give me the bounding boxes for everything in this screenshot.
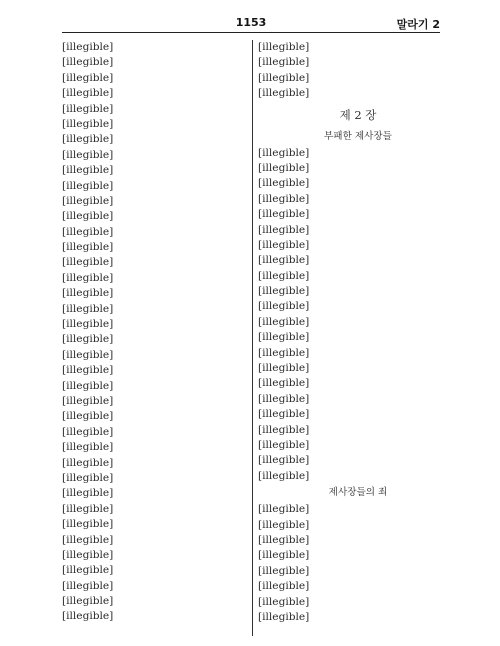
- verse-text-line: [illegible]: [62, 333, 114, 346]
- verse-text-line: [illegible]: [62, 241, 114, 254]
- verse-text-line: [illegible]: [258, 285, 310, 298]
- verse-text-line: [illegible]: [258, 469, 310, 482]
- verse-text-line: [illegible]: [258, 518, 310, 531]
- verse-text-line: [illegible]: [258, 56, 310, 69]
- verse-text-line: [illegible]: [62, 225, 114, 238]
- verse-text-line: [illegible]: [258, 238, 310, 251]
- verse-text-line: [illegible]: [258, 41, 310, 53]
- verse-text-line: [illegible]: [258, 223, 310, 236]
- verse-text-line: [illegible]: [62, 548, 114, 561]
- section-heading: 제사장들의 죄: [328, 487, 388, 499]
- verse-text-line: [illegible]: [258, 177, 310, 190]
- verse-text-line: [illegible]: [62, 164, 114, 177]
- verse-text-line: [illegible]: [62, 379, 114, 392]
- verse-text-line: [illegible]: [258, 146, 310, 159]
- verse-text-line: [illegible]: [62, 410, 114, 423]
- verse-text-line: [illegible]: [258, 161, 310, 174]
- verse-text-line: [illegible]: [62, 102, 114, 115]
- verse-text-line: [illegible]: [258, 315, 310, 328]
- left-text-column: [62, 40, 262, 636]
- verse-text-line: [illegible]: [62, 595, 114, 608]
- verse-text-line: [illegible]: [62, 87, 114, 100]
- verse-text-line: [illegible]: [62, 56, 114, 69]
- verse-text-line: [illegible]: [62, 194, 114, 207]
- verse-text-line: [illegible]: [62, 471, 114, 484]
- verse-text-line: [illegible]: [62, 564, 114, 577]
- verse-text-line: [illegible]: [258, 503, 310, 516]
- verse-text-line: [illegible]: [62, 179, 114, 192]
- verse-text-line: [illegible]: [258, 71, 310, 84]
- verse-text-line: [illegible]: [258, 346, 310, 359]
- verse-text-line: [illegible]: [62, 117, 114, 130]
- verse-text-line: [illegible]: [62, 271, 114, 284]
- book-chapter-title: 말라기 2: [396, 18, 440, 31]
- verse-text-line: [illegible]: [62, 348, 114, 361]
- verse-text-line: [illegible]: [62, 441, 114, 454]
- verse-text-line: [illegible]: [62, 394, 114, 407]
- verse-text-line: [illegible]: [62, 425, 114, 438]
- verse-text-line: [illegible]: [62, 148, 114, 161]
- verse-text-line: [illegible]: [258, 269, 310, 282]
- verse-text-line: [illegible]: [62, 256, 114, 269]
- verse-text-line: [illegible]: [258, 377, 310, 390]
- verse-text-line: [illegible]: [62, 71, 114, 84]
- verse-text-line: [illegible]: [62, 133, 114, 146]
- verse-text-line: [illegible]: [62, 502, 114, 515]
- column-divider: [252, 40, 253, 636]
- verse-text-line: [illegible]: [62, 364, 114, 377]
- verse-text-line: [illegible]: [62, 318, 114, 331]
- chapter-heading: 제 2 장: [339, 107, 377, 122]
- verse-text-line: [illegible]: [62, 533, 114, 546]
- verse-text-line: [illegible]: [258, 208, 310, 221]
- verse-text-line: [illegible]: [62, 518, 114, 531]
- verse-text-line: [illegible]: [258, 580, 310, 593]
- verse-text-line: [illegible]: [62, 456, 114, 469]
- verse-text-line: [illegible]: [258, 87, 310, 100]
- verse-text-line: [illegible]: [258, 408, 310, 421]
- verse-text-line: [illegible]: [258, 549, 310, 562]
- page-header: [62, 14, 440, 33]
- verse-text-line: [illegible]: [62, 287, 114, 300]
- verse-text-line: [illegible]: [62, 579, 114, 592]
- verse-text-line: [illegible]: [258, 392, 310, 405]
- verse-text-line: [illegible]: [258, 300, 310, 313]
- verse-text-line: [illegible]: [258, 254, 310, 267]
- verse-text-line: [illegible]: [62, 210, 114, 223]
- verse-text-line: [illegible]: [62, 302, 114, 315]
- verse-text-line: [illegible]: [258, 331, 310, 344]
- verse-text-line: [illegible]: [62, 41, 114, 53]
- verse-text-line: [illegible]: [258, 362, 310, 375]
- verse-text-line: [illegible]: [258, 610, 310, 623]
- verse-text-line: [illegible]: [258, 438, 310, 451]
- page-number: 1153: [235, 16, 267, 29]
- verse-text-line: [illegible]: [62, 487, 114, 500]
- verse-text-line: [illegible]: [258, 595, 310, 608]
- verse-text-line: [illegible]: [258, 533, 310, 546]
- right-text-column: [258, 40, 458, 636]
- verse-text-line: [illegible]: [258, 564, 310, 577]
- verse-text-line: [illegible]: [62, 610, 114, 623]
- verse-text-line: [illegible]: [258, 192, 310, 205]
- verse-text-line: [illegible]: [258, 454, 310, 467]
- section-heading: 부패한 제사장들: [324, 130, 392, 142]
- verse-text-line: [illegible]: [258, 423, 310, 436]
